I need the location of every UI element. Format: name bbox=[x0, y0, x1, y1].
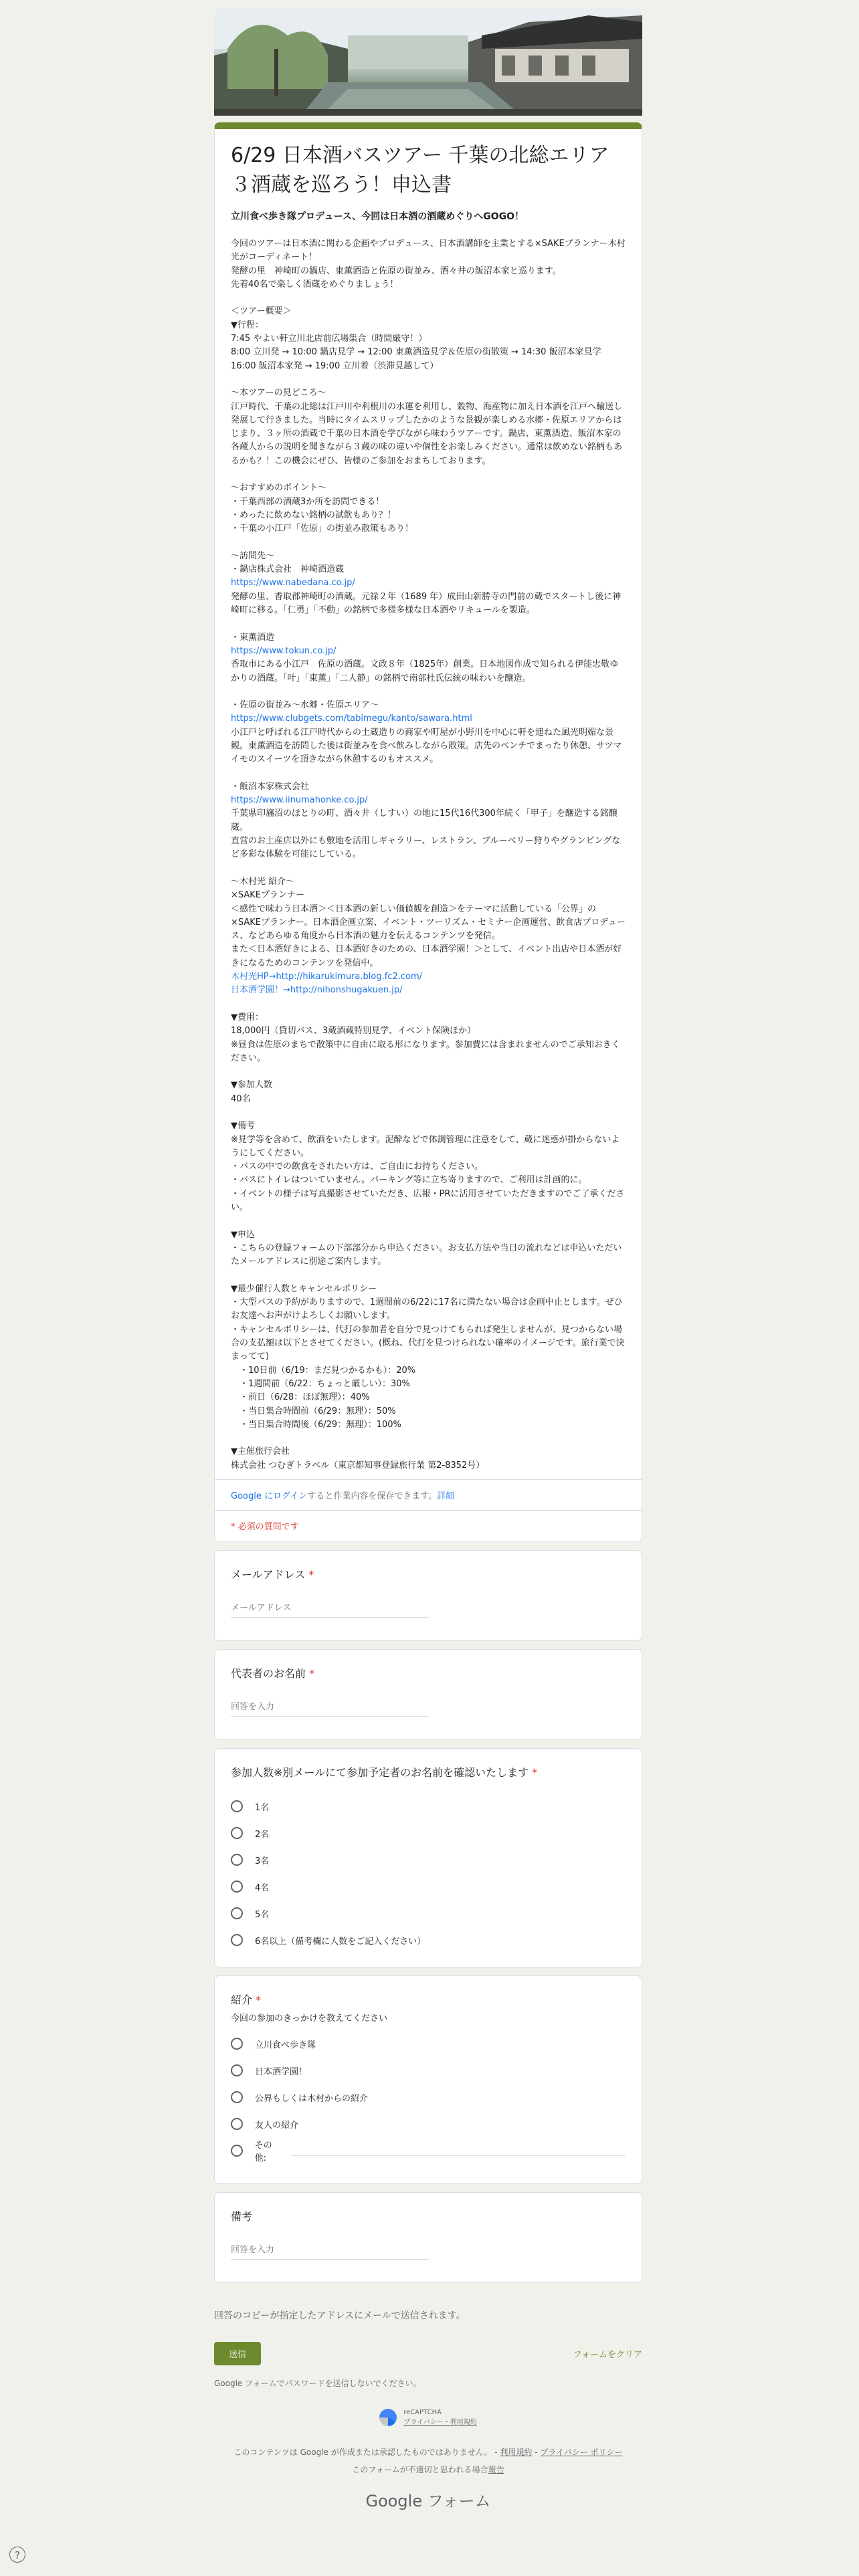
description-line: ・イベントの様子は写真撮影させていただき、広報・PRに活用させていただきますのでご了承ください。 bbox=[231, 1188, 625, 1213]
description-line bbox=[231, 1214, 626, 1228]
description-line: ・東薫酒造 bbox=[231, 632, 275, 643]
question-title-text: 代表者のお名前 bbox=[231, 1667, 306, 1681]
description-line: ・大型バスの予約がありますので、1週間前の6/22に17名に満たない場合は企画中止とします。ぜひお友達へお声がけよろしくお願いします。 bbox=[231, 1297, 623, 1321]
required-star: * bbox=[308, 1568, 314, 1582]
required-star: * bbox=[256, 1994, 262, 2007]
description-line: 直営のお土産店以外にも敷地を活用しギャラリー、レストラン、ブルーベリー狩りやグランピングなど多彩な体験を可能にしている。 bbox=[231, 836, 621, 860]
question-title-text: 参加人数※別メールにて参加予定者のお名前を確認いたします bbox=[231, 1766, 529, 1780]
description-line: ・前日（6/28：ほぼ無理）：40% bbox=[231, 1392, 370, 1403]
description-line: また＜日本酒好きによる、日本酒好きのための、日本酒学園！＞として、イベント出店や日本酒が好きになるためのコンテンツを発信中。 bbox=[231, 944, 622, 968]
description-link[interactable]: https://www.tokun.co.jp/ bbox=[231, 645, 337, 656]
description-line bbox=[231, 617, 626, 631]
radio-option[interactable] bbox=[231, 1846, 626, 1873]
description-line: ・10日前（6/19：まだ見つかるかも）：20% bbox=[231, 1365, 416, 1376]
recaptcha-badge bbox=[214, 2409, 642, 2426]
description-line: ・バスの中での飲食をされたい方は、ご自由にお持ちください。 bbox=[231, 1162, 484, 1172]
option-label: 5名 bbox=[255, 1909, 270, 1920]
option-label: 3名 bbox=[255, 1856, 270, 1866]
question-title bbox=[231, 1567, 626, 1583]
radio-option[interactable] bbox=[231, 2084, 626, 2111]
option-label: 4名 bbox=[255, 1883, 270, 1893]
help-icon[interactable]: ? bbox=[9, 2547, 25, 2563]
description-line: ・当日集合時間前（6/29：無理）：50% bbox=[231, 1406, 396, 1416]
radio-button[interactable] bbox=[231, 2038, 243, 2050]
question-title: 備考 bbox=[231, 2210, 253, 2224]
description-line bbox=[231, 292, 626, 305]
account-notice bbox=[215, 1479, 642, 1510]
description-line bbox=[231, 767, 626, 780]
description-line: 千葉県印旛沼のほとりの町、酒々井（しすい）の地に15代16代300年続く「甲子」を醸造する銘醸蔵。 bbox=[231, 809, 617, 833]
radio-button[interactable] bbox=[231, 1827, 243, 1839]
description-line bbox=[231, 1432, 626, 1445]
radio-button[interactable] bbox=[231, 1881, 243, 1893]
question-description: 今回の参加のきっかけを教えてください bbox=[231, 2014, 388, 2024]
representative-name-field[interactable] bbox=[231, 1698, 429, 1717]
form-actions bbox=[214, 2342, 642, 2365]
terms-link[interactable]: 利用規約 bbox=[500, 2448, 533, 2458]
header-banner-image bbox=[214, 9, 642, 116]
description-line bbox=[231, 1106, 626, 1119]
option-label: 1名 bbox=[255, 1802, 270, 1813]
radio-option[interactable] bbox=[231, 1927, 626, 1953]
option-label: 日本酒学園！ bbox=[255, 2066, 308, 2077]
notes-field[interactable] bbox=[231, 2241, 429, 2260]
description-line: 〜訪問先〜 bbox=[231, 550, 275, 561]
radio-button[interactable] bbox=[231, 2064, 243, 2076]
description-line: 小江戸と呼ばれる江戸時代からの土蔵造りの商家や町屋が小野川を中心に軒を連ねた風光明媚な景観。東薫酒造を訪問した後は街並みを食べ飲みしながら散策。店先のベンチでまったり休憩、サツマイモのスイーツを頂きながら休憩するのもオススメ。 bbox=[231, 727, 622, 765]
required-star: * bbox=[532, 1766, 538, 1780]
description-line: 〜木村光 紹介〜 bbox=[231, 876, 295, 887]
description-line: 〜本ツアーの見どころ〜 bbox=[231, 388, 326, 399]
description-line: 香取市にある小江戸 佐原の酒蔵。文政８年（1825年）創業。日本地図作成で知られる伊能忠敬ゆかりの酒蔵。「叶」「東薫」「二人静」の銘柄で南部杜氏伝統の味わいを醸造。 bbox=[231, 659, 619, 683]
description-link[interactable]: https://www.iinumahonke.co.jp/ bbox=[231, 795, 368, 806]
google-login-link[interactable]: Google にログイン bbox=[231, 1491, 308, 1502]
description-line: 株式会社 つむぎトラベル（東京都知事登録旅行業 第2-8352号） bbox=[231, 1460, 485, 1471]
description-line bbox=[231, 862, 626, 875]
canal-town-illustration bbox=[214, 9, 642, 116]
question-title bbox=[231, 1666, 626, 1682]
description-line: 江戸時代、千葉の北総は江戸川や利根川の水運を利用し、穀物、海産物に加え日本酒を江戸へ輸送し発展して行きました。当時にタイムスリップしたかのような景観が楽しめる水郷・佐原エリアからはじまり、３ヶ所の酒蔵で千葉の日本酒を学びながら味わうツアーです。鍋店、東薫酒造、飯沼本家の各蔵人からの説明を聞きながら３蔵の味の違いや個性をお楽しみください。通常は飲めない銘柄もあるかも？！この機会にぜひ、皆様のご参加をおまちしております。 bbox=[231, 401, 623, 466]
description-line: ＜ツアー概要＞ bbox=[231, 306, 292, 317]
radio-button[interactable] bbox=[231, 2118, 243, 2130]
form-description bbox=[231, 237, 626, 1473]
description-line: 8:00 立川発 → 10:00 鍋店見学 → 12:00 東薫酒造見学＆佐原の街散策 → 14:30 飯沼本家見学 bbox=[231, 347, 601, 358]
report-abuse-link[interactable]: 報告 bbox=[488, 2465, 504, 2475]
option-label: 6名以上（備考欄に人数をご記入ください） bbox=[255, 1936, 426, 1947]
description-line: ＜感性で味わう日本酒＞＜日本酒の新しい価値観を創造＞をテーマに活動している「公界」の×SAKEプランナー。日本酒企画立案、イベント・ツーリズム・セミナー企画運営、飲食店プロデュース、などあらゆる角度から日本酒の魅力を伝えるコンテンツを発信。 bbox=[231, 903, 626, 942]
radio-button[interactable] bbox=[231, 1907, 243, 1919]
radio-button[interactable] bbox=[231, 2145, 243, 2157]
question-title bbox=[231, 1992, 626, 2008]
description-line: ・1週間前（6/22：ちょっと厳しい）：30% bbox=[231, 1378, 410, 1389]
description-line: ▼主催旅行会社 bbox=[231, 1446, 290, 1457]
radio-option-other[interactable] bbox=[231, 2137, 626, 2164]
option-label: 立川食べ歩き隊 bbox=[255, 2040, 316, 2050]
recaptcha-logo-icon bbox=[379, 2409, 397, 2426]
other-text-field[interactable] bbox=[291, 2146, 626, 2156]
description-line: ▼参加人数 bbox=[231, 1080, 272, 1091]
question-participant-count bbox=[214, 1748, 642, 1967]
radio-button[interactable] bbox=[231, 1934, 243, 1946]
description-line: 発酵の里、香取郡神崎町の酒蔵。元禄２年（1689 年）成田山新勝寺の門前の蔵でスタートし後に神崎町に移る。「仁勇」「不動」の銘柄で多様多様な日本酒やリキュールを製造。 bbox=[231, 591, 622, 616]
account-notice-text: すると作業内容を保存できます。 bbox=[307, 1491, 438, 1502]
question-referral bbox=[214, 1975, 642, 2184]
description-line: ▼申込 bbox=[231, 1229, 255, 1240]
radio-button[interactable] bbox=[231, 2091, 243, 2103]
description-link[interactable]: 日本酒学園！→http://nihonshugakuen.jp/ bbox=[231, 985, 403, 996]
description-line bbox=[231, 1065, 626, 1079]
privacy-link[interactable]: プライバシー ポリシー bbox=[540, 2448, 623, 2458]
description-line: ・千葉の小江戸「佐原」の街並み散策もあり！ bbox=[231, 524, 414, 534]
radio-option[interactable] bbox=[231, 1793, 626, 1820]
description-line: 先着40名で楽しく酒蔵をめぐりましょう！ bbox=[231, 279, 399, 290]
clear-form-button[interactable]: フォームをクリア bbox=[573, 2350, 642, 2361]
radio-button[interactable] bbox=[231, 1800, 243, 1812]
description-line: 7:45 やよい軒立川北店前広場集合（時間厳守！） bbox=[231, 334, 427, 344]
radio-option[interactable] bbox=[231, 2111, 626, 2137]
disclaimer-text: このコンテンツは Google が作成または承認したものではありません。 - bbox=[233, 2448, 500, 2458]
description-line: ・キャンセルポリシーは、代打の参加者を自分で見つけてもられば発生しませんが、見つからない場合の支払額は以下とさせてください。(概ね、代打を見つけられない確率のイメージです。旅行業で決まってて) bbox=[231, 1324, 625, 1362]
radio-option[interactable] bbox=[231, 1873, 626, 1900]
description-line bbox=[231, 998, 626, 1011]
option-label: その他: bbox=[254, 2141, 272, 2164]
recaptcha-label: reCAPTCHA bbox=[403, 2409, 442, 2417]
footer-disclaimer: このコンテンツは Google が作成または承認したものではありません。 - 利用規約 - プライバシー ポリシー このフォームが不適切と思われる場合報告 bbox=[233, 2448, 623, 2475]
description-line: 発酵の里 神崎町の鍋店、東薫酒造と佐原の街並み、酒々井の飯沼本家と巡ります。 bbox=[231, 265, 561, 276]
description-line: ※見学等を含めて、飲酒をいたします。泥酔などで体調管理に注意をして、蔵に迷惑が掛からないようにしてください。 bbox=[231, 1134, 620, 1158]
form-container bbox=[214, 9, 642, 2511]
description-line bbox=[231, 685, 626, 699]
option-label: 公界もしくは木村からの紹介 bbox=[255, 2093, 369, 2104]
description-line: ▼最少催行人数とキャンセルポリシー bbox=[231, 1283, 377, 1294]
option-label: 2名 bbox=[255, 1829, 270, 1840]
description-line: 18,000円（貸切バス、3蔵酒蔵特別見学、イベント保険ほか） bbox=[231, 1026, 476, 1037]
form-header-card bbox=[214, 122, 642, 1542]
description-line: ▼備考 bbox=[231, 1121, 255, 1132]
description-line: ×SAKEプランナー bbox=[231, 890, 305, 901]
description-line: ・当日集合時間後（6/29：無理）：100% bbox=[231, 1419, 401, 1430]
description-link[interactable]: https://www.clubgets.com/tabimegu/kanto/sawara.html bbox=[231, 714, 472, 724]
description-line: ・めったに飲めない銘柄の試飲もあり？！ bbox=[231, 510, 396, 520]
google-forms-logo[interactable]: Google フォーム bbox=[365, 2492, 491, 2511]
question-notes bbox=[214, 2192, 642, 2283]
details-link[interactable]: 詳細 bbox=[437, 1491, 455, 1502]
description-line: ・飯沼本家株式会社 bbox=[231, 781, 310, 792]
radio-option[interactable] bbox=[231, 2030, 626, 2057]
description-line bbox=[231, 373, 626, 387]
abuse-text: このフォームが不適切と思われる場合 bbox=[352, 2465, 488, 2475]
description-line: ・こちらの登録フォームの下部部分から申込ください。お支払方法や当日の流れなどは申込いただいたメールアドレスに別途ご案内します。 bbox=[231, 1243, 622, 1267]
submit-button[interactable]: 送信 bbox=[214, 2342, 261, 2365]
form-subtitle: 立川食べ歩き隊プロデュース、今回は日本酒の酒蔵めぐりへGOGO！ bbox=[231, 211, 524, 222]
question-title-text: メールアドレス bbox=[231, 1568, 306, 1582]
description-line: ・佐原の街並み〜水郷・佐原エリア〜 bbox=[231, 700, 379, 711]
password-warning: Google フォームでパスワードを送信しないでください。 bbox=[214, 2379, 421, 2389]
radio-button[interactable] bbox=[231, 1854, 243, 1866]
description-line: ・バスにトイレはついていません。パーキング等に立ち寄りますので、ご利用は計画的に。 bbox=[231, 1175, 587, 1186]
description-line: 今回のツアーは日本酒に関わる企画やプロデュース、日本酒講師を主業とする×SAKEプランナー木村光がコーディネート！ bbox=[231, 239, 626, 263]
description-line bbox=[231, 468, 626, 481]
radio-option[interactable] bbox=[231, 2057, 626, 2084]
required-star: * bbox=[309, 1667, 315, 1681]
radio-option[interactable] bbox=[231, 1900, 626, 1927]
radio-group bbox=[231, 2030, 626, 2164]
description-line bbox=[231, 1269, 626, 1283]
question-title bbox=[231, 1765, 626, 1781]
copy-notice: 回答のコピーが指定したアドレスにメールで送信されます。 bbox=[214, 2311, 466, 2322]
description-link[interactable]: 木村光HP→http://hikarukimura.blog.fc2.com/ bbox=[231, 972, 422, 982]
radio-group bbox=[231, 1793, 626, 1953]
description-line: 16:00 飯沼本家発 → 19:00 立川着（渋滞見越して） bbox=[231, 360, 439, 371]
required-note: * 必須の質問です bbox=[215, 1510, 642, 1541]
description-line: ・千葉西部の酒蔵3か所を訪問できる！ bbox=[231, 496, 385, 507]
recaptcha-links[interactable]: プライバシー・利用規約 bbox=[403, 2419, 477, 2427]
description-line bbox=[231, 536, 626, 550]
description-line: ▼行程： bbox=[231, 320, 264, 330]
description-line: ▼費用： bbox=[231, 1012, 264, 1023]
description-line: ・鍋店株式会社 神崎酒造蔵 bbox=[231, 564, 345, 575]
description-line: 40名 bbox=[231, 1093, 251, 1104]
form-title: 6/29 日本酒バスツアー 千葉の北総エリア３酒蔵を巡ろう！申込書 bbox=[231, 144, 609, 197]
option-label: 友人の紹介 bbox=[255, 2120, 299, 2131]
description-link[interactable]: https://www.nabedana.co.jp/ bbox=[231, 578, 355, 588]
description-line: ※昼食は佐原のまちで散策中に自由に取る形になります。参加費には含まれませんのでご承知おきください。 bbox=[231, 1039, 620, 1063]
question-name bbox=[214, 1649, 642, 1740]
question-email bbox=[214, 1550, 642, 1641]
email-field[interactable] bbox=[231, 1599, 429, 1618]
radio-option[interactable] bbox=[231, 1820, 626, 1846]
description-line: 〜おすすめのポイント〜 bbox=[231, 483, 327, 494]
question-title-text: 紹介 bbox=[231, 1994, 253, 2007]
